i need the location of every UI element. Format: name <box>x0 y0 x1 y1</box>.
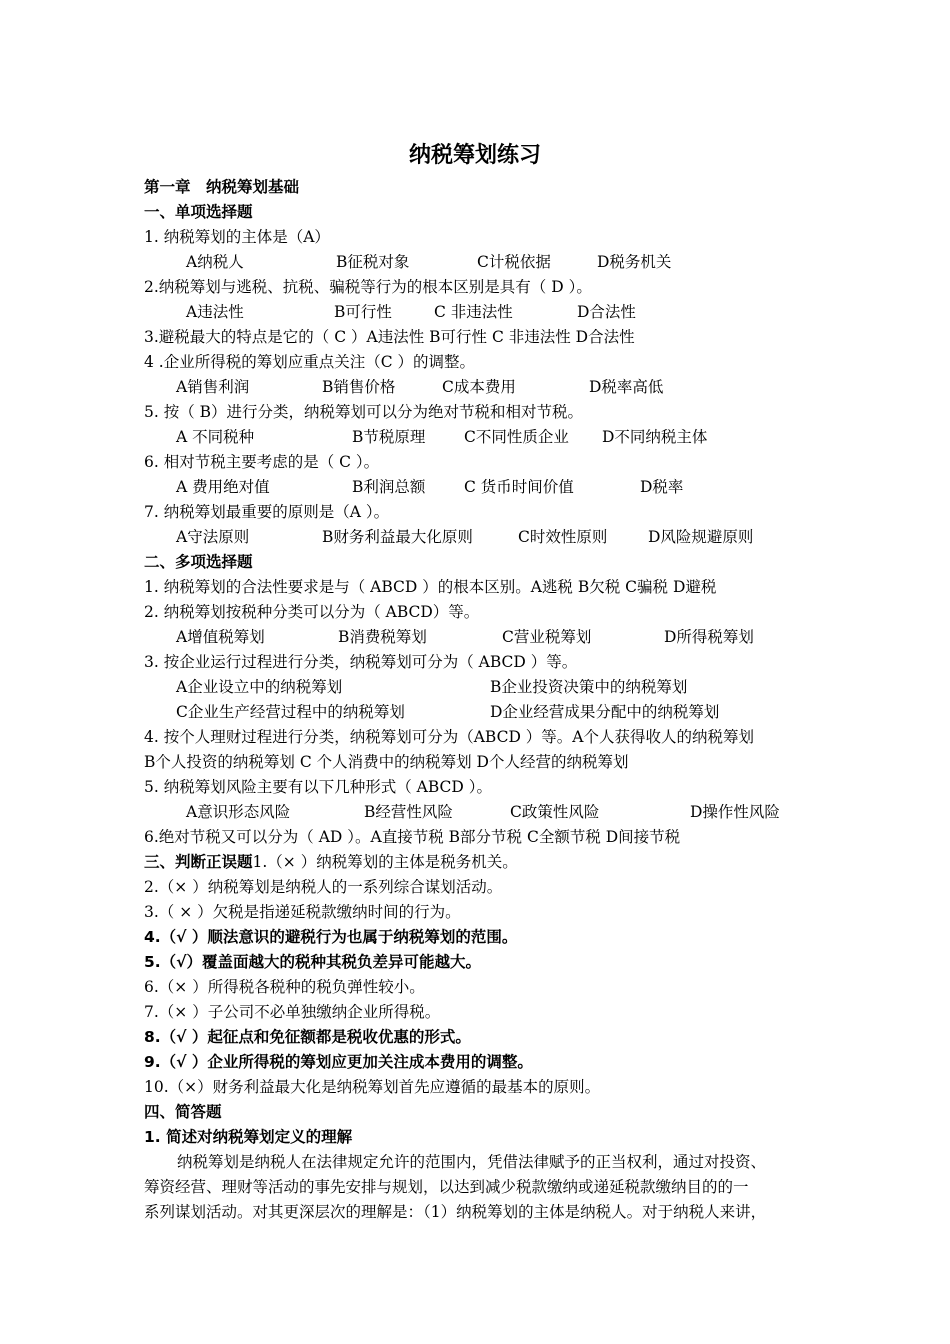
document-title: 纳税筹划练习 <box>408 143 541 168</box>
option: A守法原则 <box>176 528 250 546</box>
option: D税务机关 <box>597 253 672 271</box>
option: B经营性风险 <box>364 803 453 821</box>
judgment-2: 2.（× ）纳税筹划是纳税人的一系列综合谋划活动。 <box>144 878 503 896</box>
answer-paragraph-line-3: 系列谋划活动。对其更深层次的理解是：（1）纳税筹划的主体是纳税人。对于纳税人来讲， <box>144 1203 767 1221</box>
option: D所得税筹划 <box>664 628 754 646</box>
option: A销售利润 <box>176 378 250 396</box>
section-single-choice: 一、单项选择题 <box>144 203 253 221</box>
option: D操作性风险 <box>690 803 780 821</box>
option: A 费用绝对值 <box>176 478 270 496</box>
option: C不同性质企业 <box>464 428 569 446</box>
option: D税率高低 <box>589 378 664 396</box>
option: A违法性 <box>186 303 244 321</box>
option: A纳税人 <box>186 253 244 271</box>
option: B利润总额 <box>352 478 426 496</box>
chapter-heading: 第一章 纳税筹划基础 <box>144 178 300 196</box>
judgment-9: 9.（√ ）企业所得税的筹划应更加关注成本费用的调整。 <box>144 1053 533 1071</box>
option: A增值税筹划 <box>176 628 265 646</box>
multi-question-4-cont: B个人投资的纳税筹划 C 个人消费中的纳税筹划 D个人经营的纳税筹划 <box>144 753 629 771</box>
option: C成本费用 <box>442 378 516 396</box>
option: A意识形态风险 <box>186 803 291 821</box>
question-6: 6. 相对节税主要考虑的是（ C ）。 <box>144 453 380 471</box>
question-3: 3.避税最大的特点是它的（ C ）A违法性 B可行性 C 非违法性 D合法性 <box>144 328 635 346</box>
short-answer-1: 1. 简述对纳税筹划定义的理解 <box>144 1128 353 1146</box>
multi-question-4: 4. 按个人理财过程进行分类，纳税筹划可分为（ABCD ）等。A个人获得收人的纳税筹划 <box>144 728 754 746</box>
option: D税率 <box>640 478 684 496</box>
answer-paragraph-line-1: 纳税筹划是纳税人在法律规定允许的范围内，凭借法律赋予的正当权利，通过对投资、 <box>177 1153 767 1171</box>
section-short-answer: 四、简答题 <box>144 1103 222 1121</box>
option: A企业设立中的纳税筹划 <box>176 678 343 696</box>
multi-question-1: 1. 纳税筹划的合法性要求是与（ ABCD ）的根本区别。A逃税 B欠税 C骗税 D避税 <box>144 578 717 596</box>
judgment-8: 8.（√ ）起征点和免征额都是税收优惠的形式。 <box>144 1028 471 1046</box>
option: C时效性原则 <box>518 528 608 546</box>
option: C政策性风险 <box>510 803 600 821</box>
judgment-5: 5.（√）覆盖面越大的税种其税负差异可能越大。 <box>144 953 482 971</box>
multi-question-6: 6.绝对节税又可以分为（ AD ）。A直接节税 B部分节税 C全额节税 D间接节税 <box>144 828 681 846</box>
multi-question-2: 2. 纳税筹划按税种分类可以分为（ ABCD）等。 <box>144 603 480 621</box>
option: C企业生产经营过程中的纳税筹划 <box>176 703 405 721</box>
option: D合法性 <box>577 303 636 321</box>
option: B财务利益最大化原则 <box>322 528 473 546</box>
judgment-1: 1.（× ）纳税筹划的主体是税务机关。 <box>252 853 518 871</box>
question-1: 1. 纳税筹划的主体是（A） <box>144 228 330 246</box>
option: C营业税筹划 <box>502 628 592 646</box>
answer-paragraph-line-2: 筹资经营、理财等活动的事先安排与规划，以达到减少税款缴纳或递延税款缴纳目的的一 <box>144 1178 749 1196</box>
option: D企业经营成果分配中的纳税筹划 <box>490 703 720 721</box>
option: B消费税筹划 <box>338 628 427 646</box>
judgment-4: 4.（√ ）顺法意识的避税行为也属于纳税筹划的范围。 <box>144 928 518 946</box>
question-7: 7. 纳税筹划最重要的原则是（A ）。 <box>144 503 390 521</box>
multi-question-3: 3. 按企业运行过程进行分类，纳税筹划可分为（ ABCD ）等。 <box>144 653 578 671</box>
option: C 非违法性 <box>434 303 513 321</box>
option: B可行性 <box>334 303 392 321</box>
option: B销售价格 <box>322 378 396 396</box>
option: D风险规避原则 <box>648 528 754 546</box>
question-5: 5. 按（ B）进行分类，纳税筹划可以分为绝对节税和相对节税。 <box>144 403 584 421</box>
option: D不同纳税主体 <box>602 428 708 446</box>
option: C计税依据 <box>477 253 551 271</box>
judgment-7: 7.（× ）子公司不必单独缴纳企业所得税。 <box>144 1003 441 1021</box>
option: A 不同税种 <box>176 428 255 446</box>
question-2: 2.纳税筹划与逃税、抗税、骗税等行为的根本区别是具有（ D ）。 <box>144 278 592 296</box>
question-4: 4 .企业所得税的筹划应重点关注（C ）的调整。 <box>144 353 476 371</box>
option: B征税对象 <box>336 253 410 271</box>
judgment-10: 10.（×）财务利益最大化是纳税筹划首先应遵循的最基本的原则。 <box>144 1078 601 1096</box>
judgment-row-1 <box>144 852 518 872</box>
judgment-6: 6.（× ）所得税各税种的税负弹性较小。 <box>144 978 425 996</box>
section-true-false: 三、判断正误题 <box>144 853 253 871</box>
judgment-3: 3.（ × ）欠税是指递延税款缴纳时间的行为。 <box>144 903 461 921</box>
option: C 货币时间价值 <box>464 478 574 496</box>
section-multiple-choice: 二、多项选择题 <box>144 553 253 571</box>
multi-question-5: 5. 纳税筹划风险主要有以下几种形式（ ABCD ）。 <box>144 778 492 796</box>
option: B企业投资决策中的纳税筹划 <box>490 678 688 696</box>
option: B节税原理 <box>352 428 426 446</box>
